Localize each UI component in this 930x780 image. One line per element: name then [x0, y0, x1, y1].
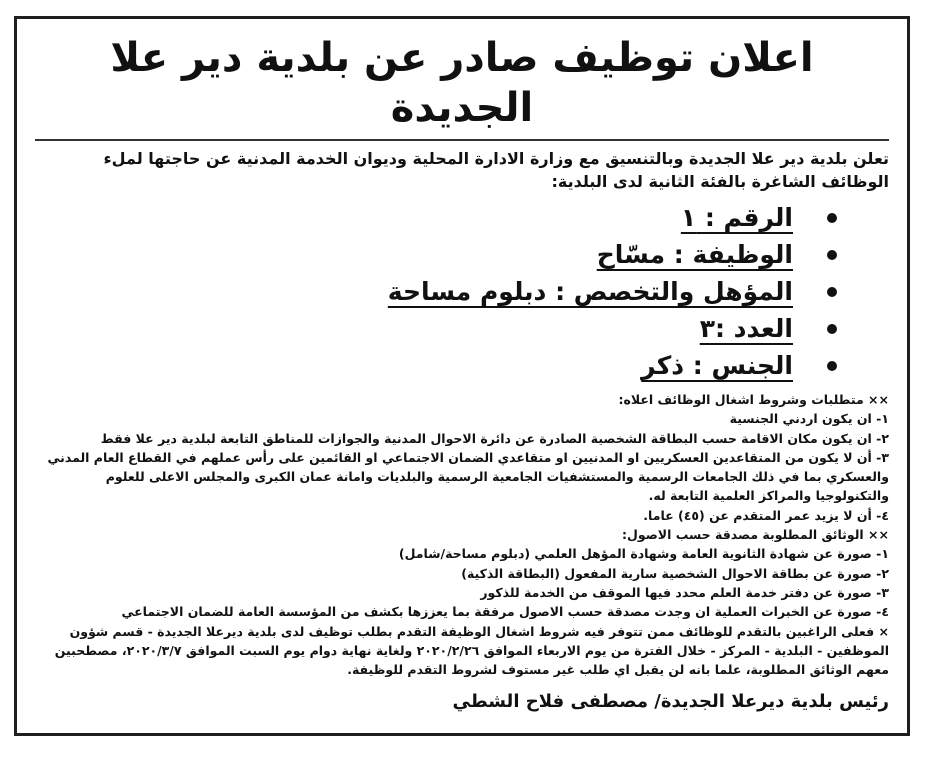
bullet-icon — [827, 361, 837, 371]
job-title-item — [35, 236, 837, 273]
document-1: ١- صورة عن شهادة الثانوية العامة وشهادة المؤهل العلمي (دبلوم مساحة/شامل) — [398, 546, 889, 562]
bullet-icon — [827, 213, 837, 223]
job-title: الوظيفة : مسّاح — [596, 240, 793, 269]
requirements-heading: ×× متطلبات وشروط اشغال الوظائف اعلاه: — [618, 392, 889, 407]
documents-heading: ×× الوثائق المطلوبة مصدقة حسب الاصول: — [622, 527, 889, 543]
job-advertisement — [14, 16, 910, 736]
job-gender: الجنس : ذكر — [641, 351, 793, 380]
bullet-icon — [827, 324, 837, 334]
job-number-item — [35, 199, 837, 236]
requirement-3: ٣- أن لا يكون من المتقاعدين العسكريين او المدنيين او متقاعدي الضمان الاجتماعي او القائمين على رأس عملهم في القطاع العام المدني والعسكري بما في ذلك الجامعات الرسمية والمستشفيات الجامعية الرسمية والبلديات وامانة عمان الكبرى والمجلس الاعلى للعلوم والتكنولوجيا والمراكز العلمية التابعة له. — [47, 449, 889, 504]
job-count-item — [35, 310, 837, 347]
bullet-icon — [827, 287, 837, 297]
requirements-and-documents — [35, 390, 889, 679]
bullet-icon — [827, 250, 837, 260]
job-number: الرقم : ١ — [680, 203, 793, 232]
document-3: ٣- صورة عن دفتر خدمة العلم محدد فيها الموقف من الخدمة للذكور — [480, 584, 889, 600]
job-details-list — [35, 199, 889, 384]
signature: رئيس بلدية ديرعلا الجديدة/ مصطفى فلاح الشطي — [452, 691, 889, 713]
application-instructions: × فعلى الراغبين بالتقدم للوظائف ممن تتوفر فيه شروط اشغال الوظيفة التقدم بطلب توظيف لدى بلدية ديرعلا الجديدة - قسم شؤون الموظفين - البلدية - المركز - خلال الفترة من يوم الاربعاء الموافق ٢٠٢٠/٢/٢٦ ولغاية نهاية دوام يوم السبت الموافق ٢٠٢٠/٣/٧، مصطحبين معهم الوثائق المطلوبة، علما بانه لن يقبل اي طلب غير مستوف لشروط التقدم للوظيفة. — [54, 623, 889, 678]
job-gender-item — [35, 347, 837, 384]
advertisement-title: اعلان توظيف صادر عن بلدية دير علا الجديدة — [35, 33, 889, 141]
requirement-1: ١- ان يكون اردني الجنسية — [729, 411, 889, 427]
requirement-2: ٢- ان يكون مكان الاقامة حسب البطاقة الشخصية الصادرة عن دائرة الاحوال المدنية والجوازات للمناطق التابعة لبلدية دير علا فقط — [100, 430, 889, 446]
document-2: ٢- صورة عن بطاقة الاحوال الشخصية سارية المفعول (البطاقة الذكية) — [461, 565, 889, 581]
job-count: العدد :٣ — [699, 314, 793, 343]
requirement-4: ٤- أن لا يزيد عمر المتقدم عن (٤٥) عاما. — [643, 507, 889, 523]
job-qualification-item — [35, 273, 837, 310]
job-qualification: المؤهل والتخصص : دبلوم مساحة — [387, 277, 793, 306]
document-4: ٤- صورة عن الخبرات العملية ان وجدت مصدقة حسب الاصول مرفقة بما يعززها بكشف من المؤسسة العامة للضمان الاجتماعي — [121, 604, 889, 620]
advertisement-intro: تعلن بلدية دير علا الجديدة وبالتنسيق مع وزارة الادارة المحلية وديوان الخدمة المدنية عن حاجتها لملء الوظائف الشاغرة بالفئة الثانية لدى البلدية: — [103, 149, 889, 191]
